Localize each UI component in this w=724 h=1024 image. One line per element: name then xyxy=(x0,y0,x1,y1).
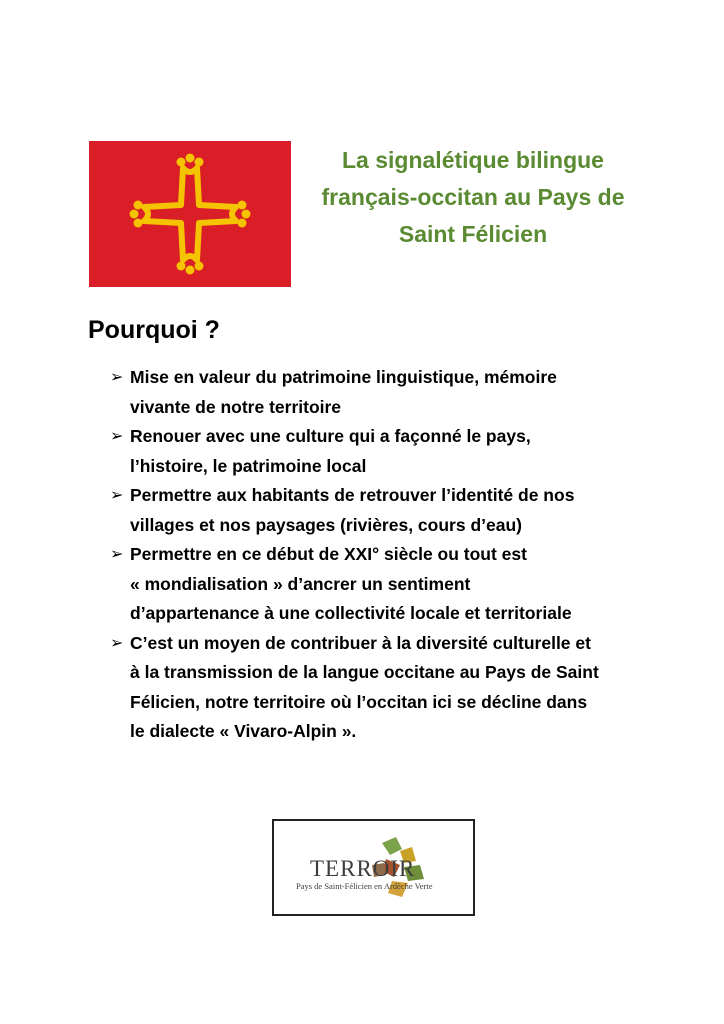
arrow-bullet-icon: ➢ xyxy=(110,487,124,504)
list-item-text: vivante de notre territoire xyxy=(130,396,342,417)
arrow-bullet-icon: ➢ xyxy=(110,369,124,386)
logo-wordmark: TERROIR xyxy=(310,856,416,881)
arrow-bullet-icon: ➢ xyxy=(110,428,124,445)
list-item-text: d’appartenance à une collectivité locale et territoriale xyxy=(130,603,572,623)
list-item-text: l’histoire, le patrimoine local xyxy=(130,455,367,476)
list-item xyxy=(110,363,650,422)
section-heading: Pourquoi ? xyxy=(88,316,220,344)
list-item-text: le dialecte « Vivaro-Alpin ». xyxy=(130,721,357,741)
arrow-bullet-icon: ➢ xyxy=(110,634,124,652)
list-item-text: Félicien, notre territoire où l’occitan ici se décline dans xyxy=(130,691,588,712)
arrow-bullet-icon: ➢ xyxy=(110,546,124,563)
list-item xyxy=(110,629,650,747)
terroir-logo xyxy=(272,819,475,916)
list-item-text: « mondialisation » d’ancrer un sentiment xyxy=(130,573,471,594)
page-title xyxy=(298,142,648,253)
list-item-text: villages et nos paysages (rivières, cours d’eau) xyxy=(130,514,522,535)
list-item-text: à la transmission de la langue occitane au Pays de Saint xyxy=(130,662,599,682)
occitan-flag xyxy=(89,141,291,287)
list-item xyxy=(110,422,650,481)
title-line: La signalétique bilingue xyxy=(342,147,604,173)
list-item xyxy=(110,540,650,629)
occitan-cross-icon xyxy=(89,141,291,287)
logo-subtitle: Pays de Saint-Félicien en Ardèche Verte xyxy=(296,881,433,891)
list-item-text: Mise en valeur du patrimoine linguistique, mémoire xyxy=(130,367,557,387)
title-line: Saint Félicien xyxy=(398,221,548,247)
title-line: français-occitan au Pays de xyxy=(321,184,625,210)
list-item-text: C’est un moyen de contribuer à la diversité culturelle et xyxy=(130,632,591,653)
list-item xyxy=(110,481,650,540)
list-item-text: Renouer avec une culture qui a façonné le pays, xyxy=(130,426,531,446)
list-item-text: Permettre en ce début de XXI° siècle ou tout est xyxy=(130,544,527,564)
reasons-list xyxy=(110,363,650,747)
list-item-text: Permettre aux habitants de retrouver l’identité de nos xyxy=(130,485,575,505)
